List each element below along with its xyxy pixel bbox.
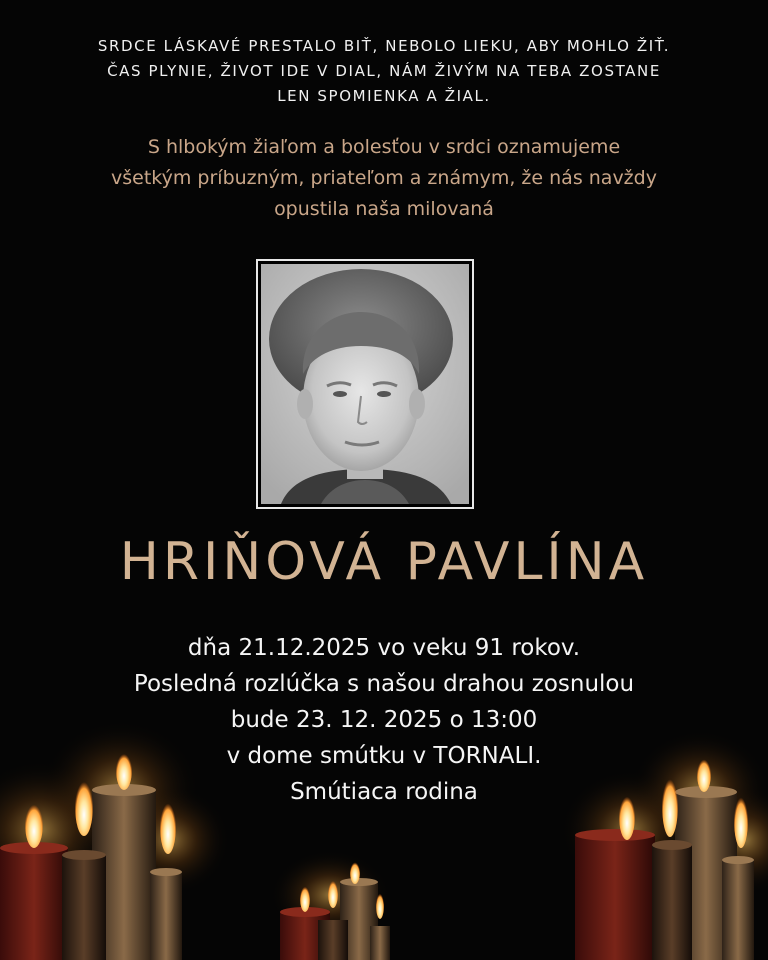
candle-center-2 xyxy=(340,860,378,960)
candle-right-4 xyxy=(722,792,754,960)
poem-line-3: LEN SPOMIENKA A ŽIAL. xyxy=(277,87,491,105)
deceased-name: HRIŇOVÁ PAVLÍNA xyxy=(119,532,649,592)
announcement-line-3: opustila naša milovaná xyxy=(274,198,494,220)
candle-left-4 xyxy=(150,798,182,960)
poem-line-2: ČAS PLYNIE, ŽIVOT IDE V DIAL, NÁM ŽIVÝM NA TEBA ZOSTANE xyxy=(107,62,661,80)
poem-line-1: SRDCE LÁSKAVÉ PRESTALO BIŤ, NEBOLO LIEKU, ABY MOHLO ŽIŤ. xyxy=(97,37,671,55)
candle-right-1 xyxy=(575,792,655,960)
announcement-line-1: S hlbokým žiaľom a bolesťou v srdci oznamujeme xyxy=(147,136,621,158)
candle-center-4 xyxy=(370,891,390,960)
poem-verse xyxy=(0,34,768,109)
details-line-2: Posledná rozlúčka s našou drahou zosnulou xyxy=(133,671,635,697)
candle-left-1 xyxy=(0,800,68,960)
portrait-image xyxy=(261,264,469,504)
portrait-photo xyxy=(256,259,474,509)
announcement-text xyxy=(0,132,768,225)
details-line-3: bude 23. 12. 2025 o 13:00 xyxy=(230,707,538,733)
details-line-5: Smútiaca rodina xyxy=(290,779,478,805)
candle-center-1 xyxy=(280,884,330,960)
details-line-4: v dome smútku v TORNALI. xyxy=(226,743,542,769)
funeral-details xyxy=(0,630,768,810)
candle-center-3 xyxy=(318,878,348,960)
details-line-1: dňa 21.12.2025 vo veku 91 rokov. xyxy=(187,635,581,661)
announcement-line-2: všetkým príbuzným, priateľom a známym, že nás navždy xyxy=(111,167,657,189)
